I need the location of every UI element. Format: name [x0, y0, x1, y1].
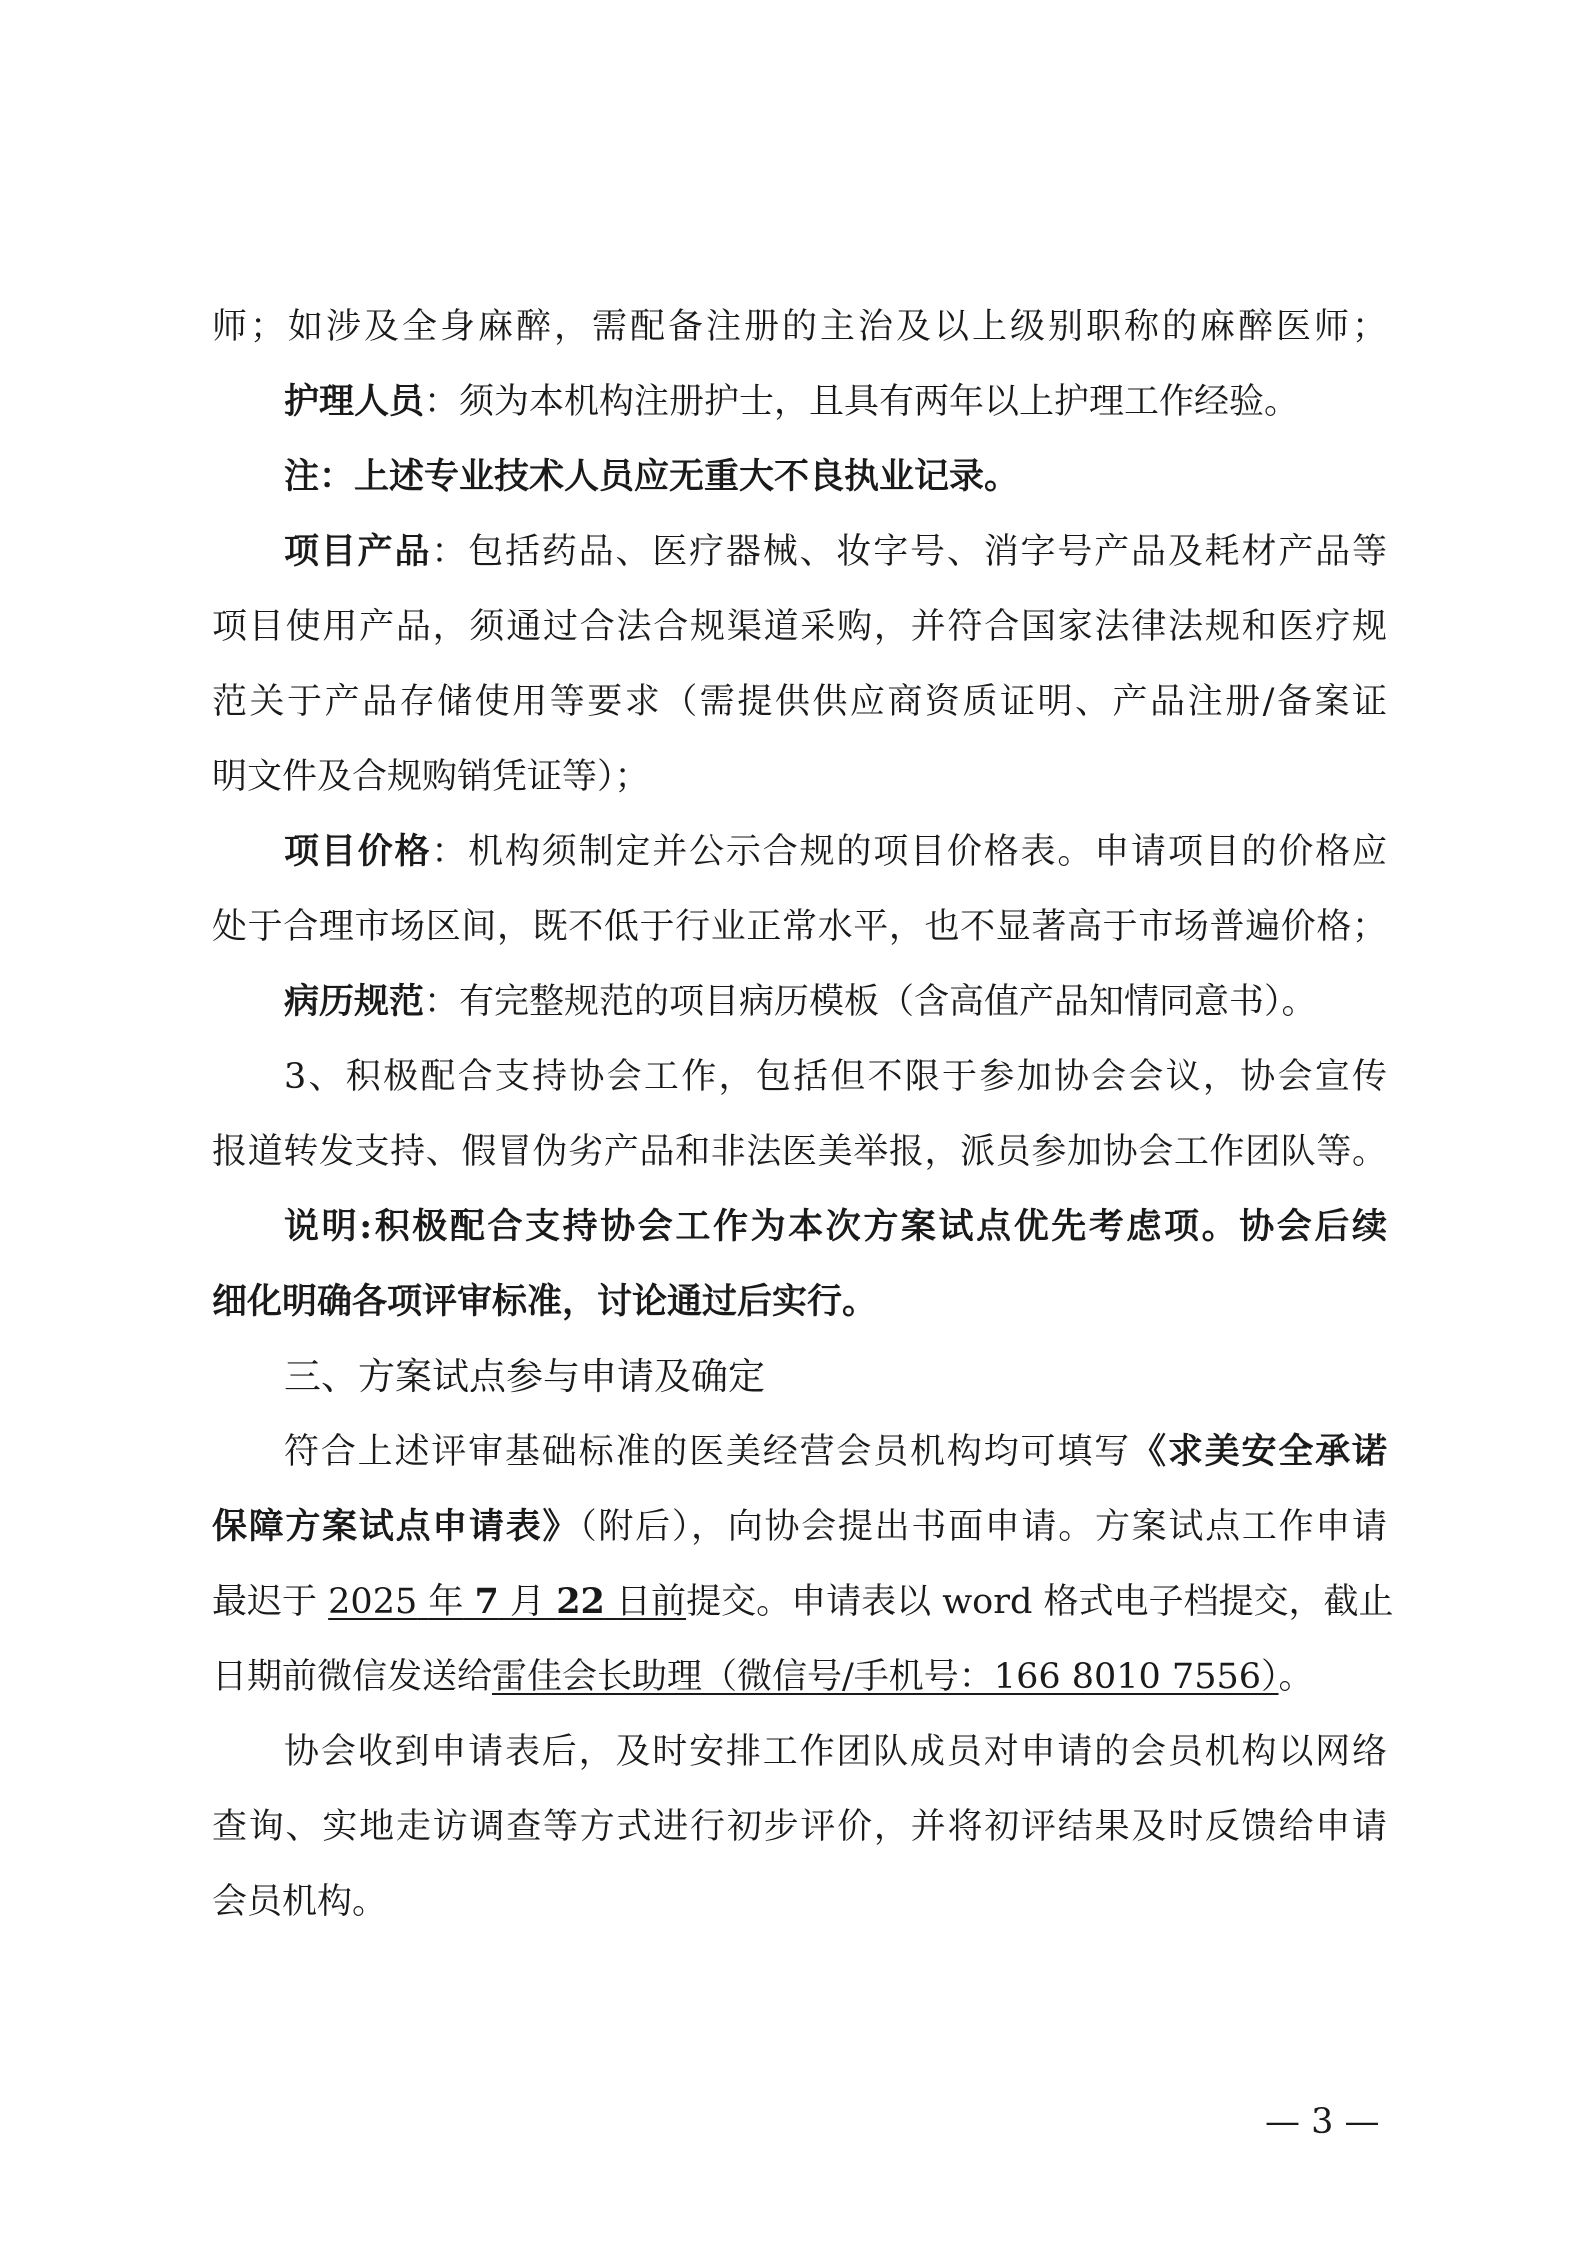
body-text: 细化明确各项评审标准，讨论通过后实行。	[212, 1281, 878, 1322]
body-text: 符合上述评审基础标准的医美经营会员机构均可填写	[284, 1432, 1132, 1472]
price-label: 项目价格	[284, 831, 432, 872]
deadline-line	[212, 1580, 1394, 1624]
body-text: 查询、实地走访调查等方式进行初步评价，并将初评结果及时反馈给申请	[212, 1807, 1387, 1847]
deadline-month-unit: 月	[510, 1582, 546, 1622]
body-text: 报道转发支持、假冒伪劣产品和非法医美举报，派员参加协会工作团队等。	[212, 1132, 1387, 1172]
page-number: — 3 —	[1265, 2102, 1380, 2142]
products-label: 项目产品	[284, 531, 432, 572]
body-text: ：须为本机构注册护士，且具有两年以上护理工作经验。	[424, 382, 1300, 422]
contact-line	[212, 1655, 1314, 1699]
products-paragraph	[284, 530, 1387, 574]
deadline-month: 7	[474, 1581, 499, 1622]
application-paragraph	[212, 1505, 1387, 1549]
application-paragraph	[284, 1430, 1387, 1474]
records-label: 病历规范	[284, 981, 425, 1022]
body-text: ：有完整规范的项目病历模板（含高值产品知情同意书）。	[424, 982, 1317, 1022]
nursing-paragraph	[284, 380, 1299, 424]
body-text: 协会收到申请表后，及时安排工作团队成员对申请的会员机构以网络	[284, 1732, 1387, 1772]
body-text: 。	[1278, 1657, 1314, 1697]
explanation-label: 说明	[284, 1206, 360, 1247]
deadline-date	[328, 1582, 686, 1622]
deadline-year: 2025	[328, 1582, 418, 1622]
body-text: :积极配合支持协会工作为本次方案试点优先考虑项。协会后续	[359, 1206, 1387, 1247]
records-paragraph	[284, 980, 1317, 1024]
section-heading: 三、方案试点参与申请及确定	[284, 1355, 765, 1398]
body-text: （附后），向协会提出书面申请。方案试点工作申请	[579, 1507, 1387, 1547]
deadline-day-unit: 日前	[616, 1582, 687, 1622]
body-text: 提交。申请表以 word 格式电子档提交，截止	[686, 1582, 1394, 1622]
body-text: ：包括药品、医疗器械、妆字号、消字号产品及耗材产品等	[431, 532, 1387, 572]
body-text: 日期前微信发送给	[212, 1657, 493, 1697]
price-paragraph	[284, 830, 1387, 874]
note-text: 注：上述专业技术人员应无重大不良执业记录。	[284, 456, 1020, 497]
body-text: 会员机构。	[212, 1882, 388, 1922]
body-text: 范关于产品存储使用等要求（需提供供应商资质证明、产品注册/备案证	[212, 682, 1387, 722]
body-text: 最迟于	[212, 1582, 318, 1622]
form-title: 《求美安全承诺	[1131, 1431, 1387, 1472]
explanation-paragraph	[284, 1205, 1387, 1249]
contact-info: 雷佳会长助理（微信号/手机号：166 8010 7556）	[492, 1657, 1279, 1697]
body-text: 明文件及合规购销凭证等）；	[212, 757, 650, 797]
body-text: 项目使用产品，须通过合法合规渠道采购，并符合国家法律法规和医疗规	[212, 607, 1387, 647]
body-text: 师；如涉及全身麻醉，需配备注册的主治及以上级别职称的麻醉医师；	[212, 307, 1387, 347]
deadline-year-unit: 年	[428, 1582, 464, 1622]
body-text: 3、积极配合支持协会工作，包括但不限于参加协会会议，协会宣传	[284, 1057, 1387, 1097]
form-title: 保障方案试点申请表》	[212, 1506, 580, 1547]
nursing-label: 护理人员	[284, 381, 425, 422]
deadline-day: 22	[556, 1581, 605, 1622]
body-text: 处于合理市场区间，既不低于行业正常水平，也不显著高于市场普遍价格；	[212, 907, 1387, 947]
body-text: ：机构须制定并公示合规的项目价格表。申请项目的价格应	[431, 832, 1387, 872]
